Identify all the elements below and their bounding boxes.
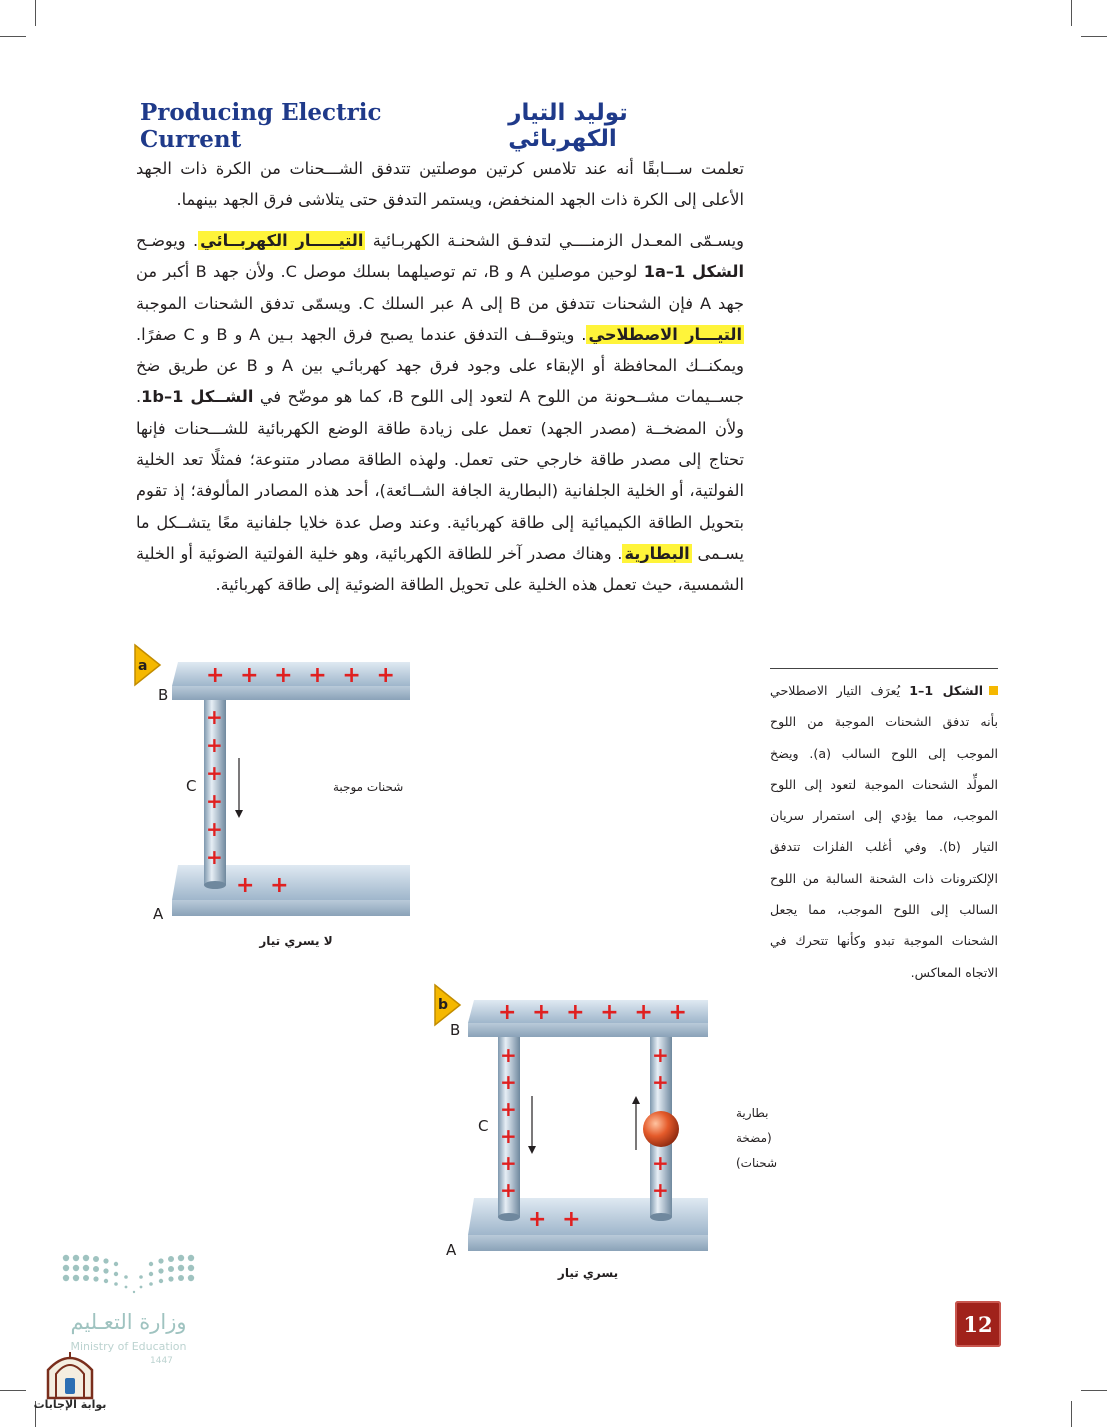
- svg-text:+: +: [652, 1178, 669, 1202]
- figure-a-caption: لا يسري تيار: [259, 934, 333, 948]
- crop-mark: [1081, 1390, 1107, 1391]
- svg-text:+: +: [500, 1124, 517, 1148]
- plate-A-edge: [468, 1235, 708, 1251]
- svg-text:+: +: [500, 1070, 517, 1094]
- body-text: . ويوضـح: [136, 231, 199, 250]
- plate-B-edge: [172, 686, 410, 700]
- body-text: . ويتوقــف التدفق عندما يصبح فرق الجهد بـين A و B و C صفرًا. ويمكنــك المحافظة أو الإبقاء على وجود فرق جهد كهربائـي بين A و B عن طريق ضخ جســيمات مشــحونة من اللوح A لتعود إلى اللوح B، كما هو موضّح في: [136, 324, 744, 407]
- crop-mark: [1071, 0, 1072, 26]
- watermark-text: بوابة الإجابات: [33, 1398, 107, 1411]
- svg-text:+: +: [206, 733, 223, 757]
- pump-label-line3: شحنات): [736, 1156, 778, 1170]
- svg-text:+: +: [500, 1178, 517, 1202]
- ministry-name-arabic: وزارة التعـليم: [70, 1310, 187, 1334]
- ministry-year: 1447: [150, 1356, 173, 1366]
- plus-charges-top: + + + + + +: [498, 1000, 691, 1025]
- body-text: . ولأن المضخــة (مصدر الجهد) تعمل على زيادة طاقة الوضع الكهربائية للشـــحنات فإنها تحتاج إلى مصدر طاقة خارجي حتى تعمل. ولهذه الطاقة مصادر متنوعة؛ فمثلًا تعد الخلية الفولتية، أو الخلية الجلفانية (البطارية الجافة الشــائعة)، أحد هذه المصادر المألوفة؛ إذ تقوم بتحويل الطاقة الكيميائية إلى طاقة كهربائية. وعند وصل عدة خلايا جلفانية معًا يتشــكل ما يسـمى: [136, 387, 744, 563]
- label-A: A: [153, 905, 164, 923]
- arrow-head-icon: [528, 1146, 536, 1154]
- heading-english: Producing Electric Current: [140, 99, 382, 153]
- arrow-label: شحنات موجبة: [333, 780, 404, 794]
- figure-a: [128, 640, 428, 960]
- plus-charges-bottom: + +: [236, 873, 293, 898]
- svg-text:+: +: [652, 1151, 669, 1175]
- section-heading: [140, 99, 744, 153]
- heading-arabic: توليد التيار الكهربائي: [508, 100, 628, 152]
- intro-paragraph: تعلمت ســـابقًا أنه عند تلامس كرتين موصلتين تتدفق الشـــحنات من الكرة ذات الجهد الأعلى إلى الكرة ذات الجهد المنخفض، ويستمر التدفق حتى يتلاشى فرق الجهد بينهما.: [136, 159, 744, 210]
- arrow-head-icon: [632, 1096, 640, 1104]
- term-battery: البطارية: [624, 543, 690, 563]
- svg-text:+: +: [206, 817, 223, 841]
- ministry-name-english: Ministry of Education: [70, 1340, 187, 1353]
- gate-icon: [30, 1348, 110, 1400]
- body-text: ويسـمّى المعـدل الزمنــــي لتدفـق الشحنـة الكهربـائية: [365, 231, 744, 250]
- plate-A-edge: [172, 900, 410, 916]
- svg-text:+: +: [500, 1097, 517, 1121]
- label-C: C: [478, 1117, 489, 1135]
- pump-label-line2: (مضخة: [736, 1131, 772, 1145]
- plus-charges-top: + + + + + +: [206, 663, 399, 688]
- crop-mark: [35, 0, 36, 26]
- label-C: C: [186, 777, 197, 795]
- arrow-head-icon: [235, 810, 243, 818]
- svg-text:+: +: [206, 845, 223, 869]
- body-text: . وهناك مصدر آخر للطاقة الكهربائية، وهو خلية الفولتية الضوئية أو الخلية الشمسية، حيث تعمل هذه الخلية على تحويل الطاقة الضوئية إلى طاقة كهربائية.: [136, 543, 744, 595]
- watermark-logo: [30, 1348, 110, 1418]
- figure-reference: الشكل 1a–1: [643, 262, 745, 282]
- plus-charges-bottom: + +: [528, 1207, 585, 1232]
- body-text: لوحين موصلين A و B، تم توصيلهما بسلك موصل C. ولأن جهد B أكبر من جهد A فإن الشحنات تتدفق من B إلى A عبر السلك C. ويسمّى تدفق الشحنات الموجبة: [136, 262, 744, 313]
- figure-reference: الشــكل 1b–1: [141, 387, 254, 407]
- wire-end: [650, 1213, 672, 1221]
- badge-a-label: a: [138, 658, 148, 674]
- body-paragraph: [136, 225, 744, 601]
- crop-mark: [0, 36, 26, 37]
- caption-bullet-icon: [989, 686, 998, 695]
- svg-text:+: +: [652, 1043, 669, 1067]
- svg-text:+: +: [206, 761, 223, 785]
- svg-text:+: +: [652, 1070, 669, 1094]
- figure-b-caption: يسري تيار: [557, 1266, 619, 1280]
- caption-label: الشكل 1–1: [909, 683, 984, 698]
- label-B: B: [158, 686, 169, 704]
- label-A: A: [446, 1241, 457, 1259]
- crop-mark: [1071, 1401, 1072, 1427]
- term-conventional-current: التيـــار الاصطلاحي: [588, 324, 743, 344]
- badge-b-label: b: [438, 997, 449, 1013]
- term-electric-current: التيـــــار الكهربــائي: [200, 231, 364, 250]
- plate-B-edge: [468, 1023, 708, 1037]
- page-number: 12: [955, 1301, 1001, 1347]
- crop-mark: [0, 1390, 26, 1391]
- svg-text:+: +: [206, 789, 223, 813]
- figure-caption: [770, 668, 998, 988]
- wire-end: [204, 881, 226, 889]
- svg-text:+: +: [206, 705, 223, 729]
- crop-mark: [1081, 36, 1107, 37]
- caption-text: يُعرَف التيار الاصطلاحي بأنه تدفق الشحنات الموجبة من اللوح الموجب إلى اللوح السالب (a). ويضخ المولِّد الشحنات الموجبة لتعود إلى اللوح الموجب، مما يؤدي إلى استمرار سريان التيار (b). وفي أغلب الفلزات تتدفق الإلكترونات ذات الشحنة السالبة من اللوح السالب إلى اللوح الموجب، مما يجعل الشحنات الموجبة تبدو وكأنها تتحرك في الاتجاه المعاكس.: [770, 683, 998, 980]
- svg-text:+: +: [500, 1151, 517, 1175]
- svg-text:+: +: [500, 1043, 517, 1067]
- wire-end: [498, 1213, 520, 1221]
- label-B: B: [450, 1021, 461, 1039]
- battery-pump-icon: [643, 1111, 679, 1147]
- ministry-dots-icon: [56, 1248, 201, 1304]
- figure-b: [428, 980, 778, 1280]
- pump-label-line1: بطارية: [736, 1106, 769, 1120]
